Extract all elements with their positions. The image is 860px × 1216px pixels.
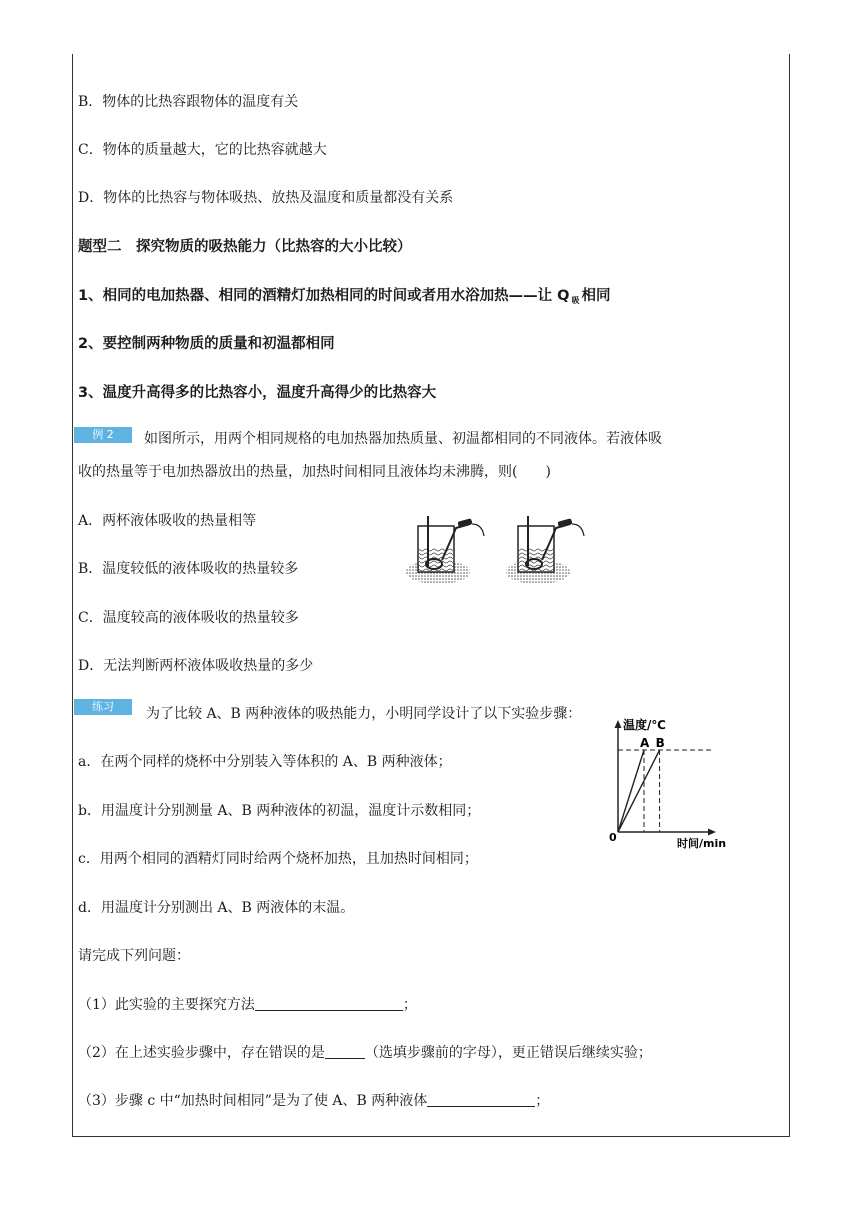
question-3-answer-blank[interactable] xyxy=(427,1092,535,1107)
step-b: b．用温度计分别测量 A、B 两种液体的初温，温度计示数相同； xyxy=(78,803,481,819)
step-c: c．用两个相同的酒精灯同时给两个烧杯加热，且加热时间相同； xyxy=(78,851,478,867)
question-2-end: （选填步骤前的字母），更正错误后继续实验； xyxy=(364,1045,652,1061)
key-point-2: 2、要控制两种物质的质量和初温都相同 xyxy=(78,336,335,352)
example-2-stem-line-1: 如图所示，用两个相同规格的电加热器加热质量、初温都相同的不同液体。若液体吸 xyxy=(144,431,662,447)
option-b: B．物体的比热容跟物体的温度有关 xyxy=(78,94,299,110)
step-a: a．在两个同样的烧杯中分别装入等体积的 A、B 两种液体； xyxy=(78,754,452,770)
key-point-1-end: 相同 xyxy=(581,288,611,304)
key-point-3: 3、温度升高得多的比热容小，温度升高得少的比热容大 xyxy=(78,385,437,401)
practice-stem: 为了比较 A、B 两种液体的吸热能力，小明同学设计了以下实验步骤： xyxy=(146,706,582,722)
series-line-b xyxy=(618,750,660,832)
option-c: C．物体的质量越大，它的比热容就越大 xyxy=(78,142,327,158)
beaker-right xyxy=(506,516,584,584)
y-axis-label: 温度/℃ xyxy=(623,718,666,732)
content-frame xyxy=(72,54,790,1137)
question-3-text: （3）步骤 c 中“加热时间相同”是为了使 A、B 两种液体 xyxy=(78,1093,428,1109)
option-d: D．物体的比热容与物体吸热、放热及温度和质量都没有关系 xyxy=(78,190,454,206)
series-label-a: A xyxy=(640,736,650,750)
question-1-text: （1）此实验的主要探究方法 xyxy=(78,997,255,1013)
series-label-b: B xyxy=(655,736,665,750)
beakers-figure xyxy=(400,512,590,592)
question-2 xyxy=(78,1042,652,1062)
key-point-1 xyxy=(78,284,610,305)
question-1 xyxy=(78,994,417,1014)
series-line-a xyxy=(618,750,644,832)
example-2-option-b: B．温度较低的液体吸收的热量较多 xyxy=(78,561,299,577)
example-2-option-c: C．温度较高的液体吸收的热量较多 xyxy=(78,610,299,626)
example-2-tag: 例 2 xyxy=(74,427,132,443)
question-2-answer-blank[interactable] xyxy=(325,1044,365,1059)
question-2-text: （2）在上述实验步骤中，存在错误的是 xyxy=(78,1045,325,1061)
question-1-answer-blank[interactable] xyxy=(255,996,403,1011)
key-point-1-subscript: 吸 xyxy=(571,296,580,305)
x-axis-label: 时间/min xyxy=(677,837,727,850)
key-point-1-main: 1、相同的电加热器、相同的酒精灯加热相同的时间或者用水浴加热——让 Q xyxy=(78,288,570,304)
x-axis-arrow xyxy=(708,829,716,836)
section-title: 题型二 探究物质的吸热能力（比热容的大小比较） xyxy=(78,239,412,255)
example-2-stem-line-2: 收的热量等于电加热器放出的热量，加热时间相同且液体均未沸腾，则( ) xyxy=(78,464,551,480)
example-2-option-a: A．两杯液体吸收的热量相等 xyxy=(78,513,257,529)
beaker-left xyxy=(406,516,484,584)
origin-label: 0 xyxy=(609,831,617,844)
question-3 xyxy=(78,1090,549,1110)
question-prompt: 请完成下列问题： xyxy=(78,948,190,964)
practice-tag: 练习 xyxy=(74,699,132,715)
question-3-end: ； xyxy=(535,1093,550,1109)
example-2-option-d: D．无法判断两杯液体吸收热量的多少 xyxy=(78,658,314,674)
y-axis-arrow xyxy=(615,720,622,728)
question-1-end: ； xyxy=(402,997,417,1013)
step-d: d．用温度计分别测出 A、B 两液体的末温。 xyxy=(78,900,355,916)
temperature-time-chart xyxy=(600,712,750,852)
